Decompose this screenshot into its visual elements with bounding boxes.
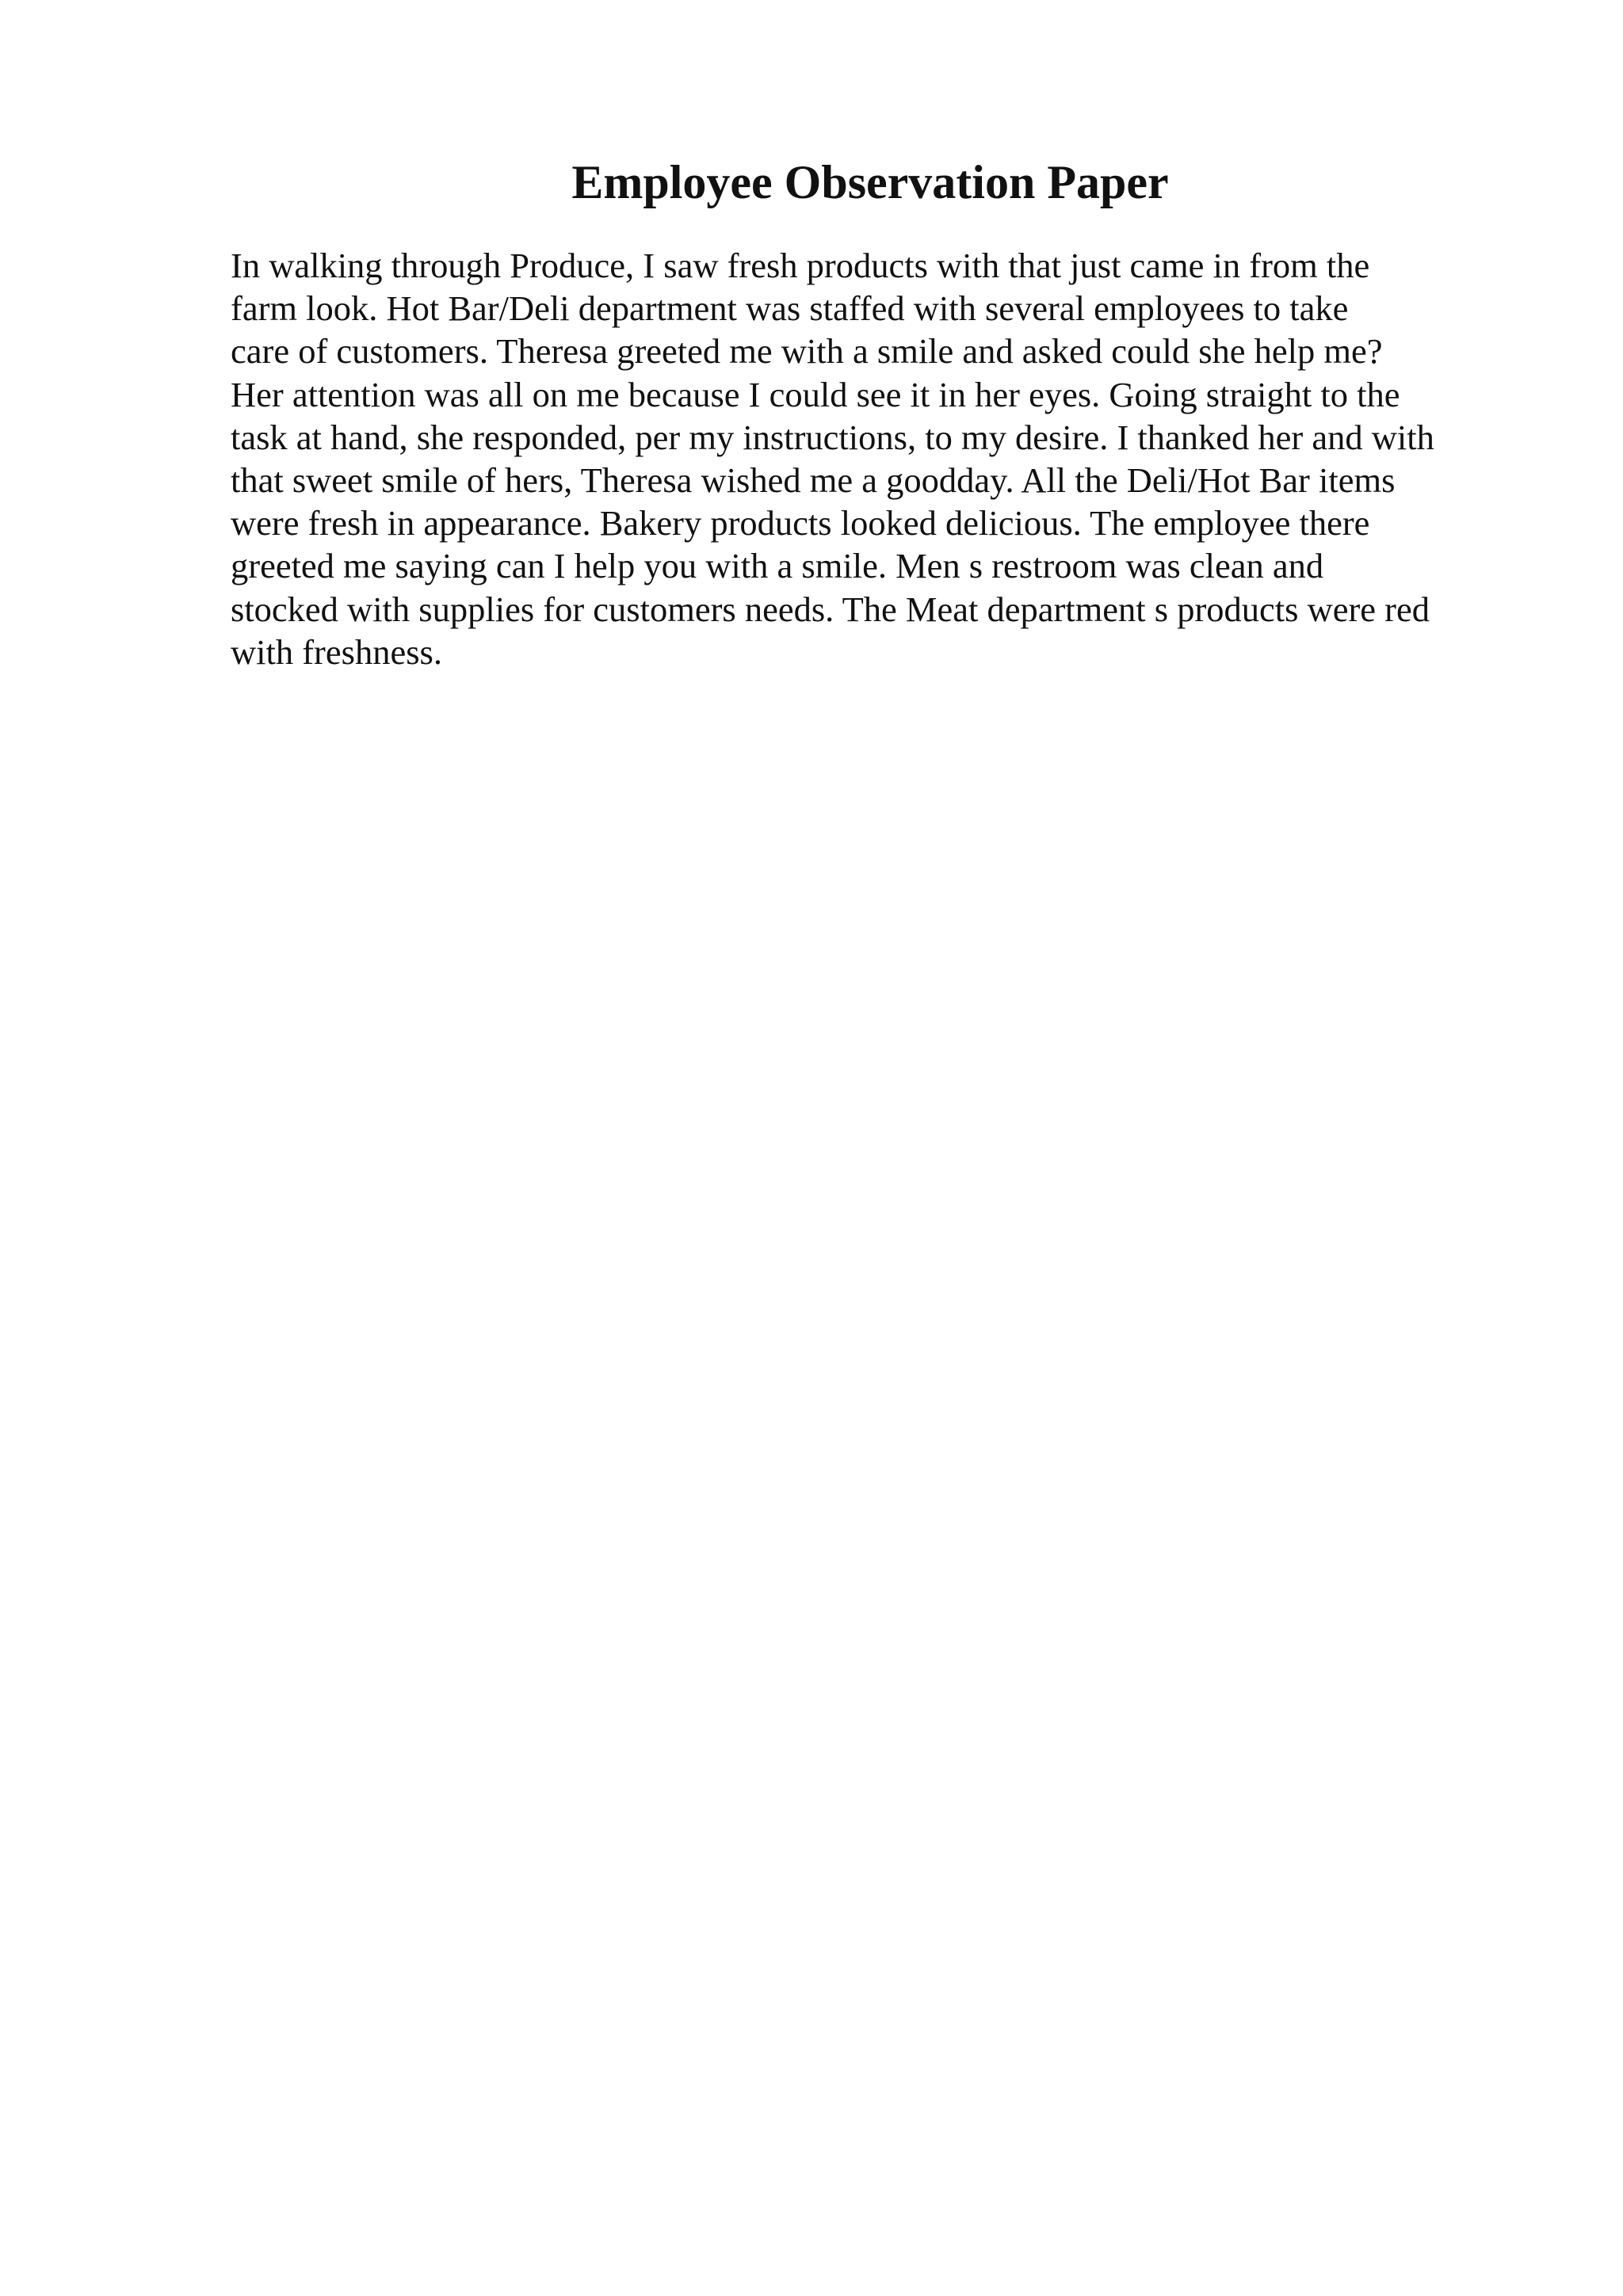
body-line: greeted me saying can I help you with a smile. Men s restroom was clean and	[231, 546, 1324, 586]
body-line: task at hand, she responded, per my instructions, to my desire. I thanked her and with	[231, 417, 1434, 457]
body-line: In walking through Produce, I saw fresh products with that just came in from the	[231, 246, 1370, 285]
document-body	[231, 244, 1530, 673]
body-line: stocked with supplies for customers needs. The Meat department s products were red	[231, 589, 1430, 629]
document-title: Employee Observation Paper	[571, 156, 1169, 208]
body-line: farm look. Hot Bar/Deli department was staffed with several employees to take	[231, 288, 1349, 329]
body-line: with freshness.	[231, 631, 442, 672]
body-line: were fresh in appearance. Bakery products looked delicious. The employee there	[231, 503, 1370, 543]
body-line: Her attention was all on me because I could see it in her eyes. Going straight to the	[231, 374, 1400, 414]
body-line: that sweet smile of hers, Theresa wished me a goodday. All the Deli/Hot Bar items	[231, 460, 1396, 501]
body-line: care of customers. Theresa greeted me with a smile and asked could she help me?	[231, 331, 1383, 372]
